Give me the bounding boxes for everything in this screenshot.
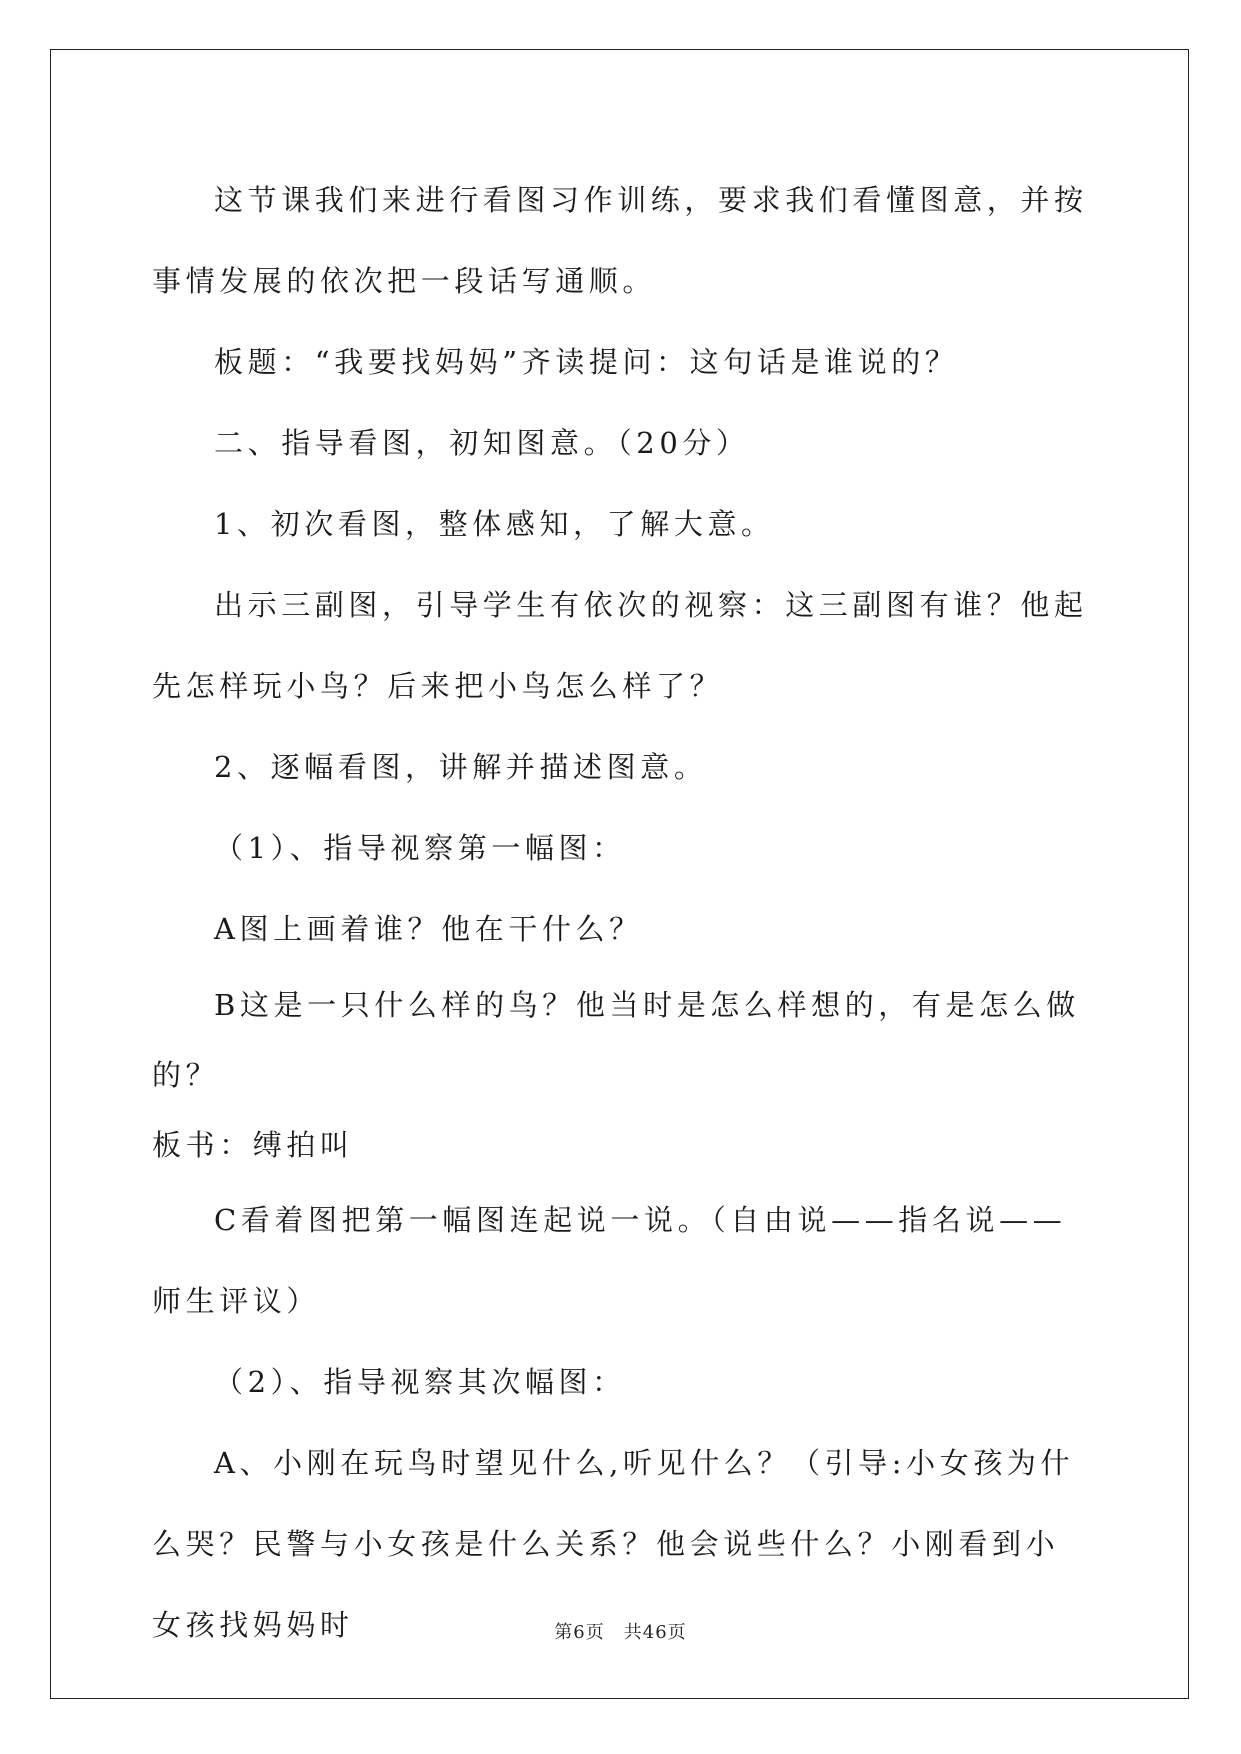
- paragraph: C看着图把第一幅图连起说一说。（自由说——指名说——师生评议）: [152, 1203, 1067, 1318]
- paragraph: （2）、指导视察其次幅图：: [214, 1365, 626, 1399]
- paragraph: 板书：缚拍叫: [152, 1128, 354, 1162]
- paragraph: 出示三副图，引导学生有依次的视察：这三副图有谁？他起先怎样玩小鸟？后来把小鸟怎么样了？: [152, 588, 1088, 703]
- paragraph: 二、指导看图，初知图意。（20分）: [214, 426, 750, 460]
- document-body: [152, 160, 1092, 1666]
- paragraph: A、小刚在玩鸟时望见什么,听见什么？（引导:小女孩为什么哭？民警与小女孩是什么关系？他会说些什么？小刚看到小女孩找妈妈时: [152, 1446, 1075, 1642]
- paragraph: 板题：“我要找妈妈”齐读提问：这句话是谁说的？: [214, 345, 959, 379]
- paragraph: 2、逐幅看图，讲解并描述图意。: [214, 750, 708, 784]
- paragraph: 1、初次看图，整体感知，了解大意。: [214, 507, 775, 541]
- paragraph: B这是一只什么样的鸟？他当时是怎么样想的，有是怎么做的？: [152, 988, 1080, 1092]
- paragraph: 这节课我们来进行看图习作训练，要求我们看懂图意，并按事情发展的依次把一段话写通顺。: [152, 183, 1088, 298]
- paragraph: A图上画着谁？他在干什么？: [214, 912, 643, 946]
- paragraph: （1）、指导视察第一幅图：: [214, 831, 626, 865]
- page-number: 第6页 共46页: [554, 1622, 687, 1643]
